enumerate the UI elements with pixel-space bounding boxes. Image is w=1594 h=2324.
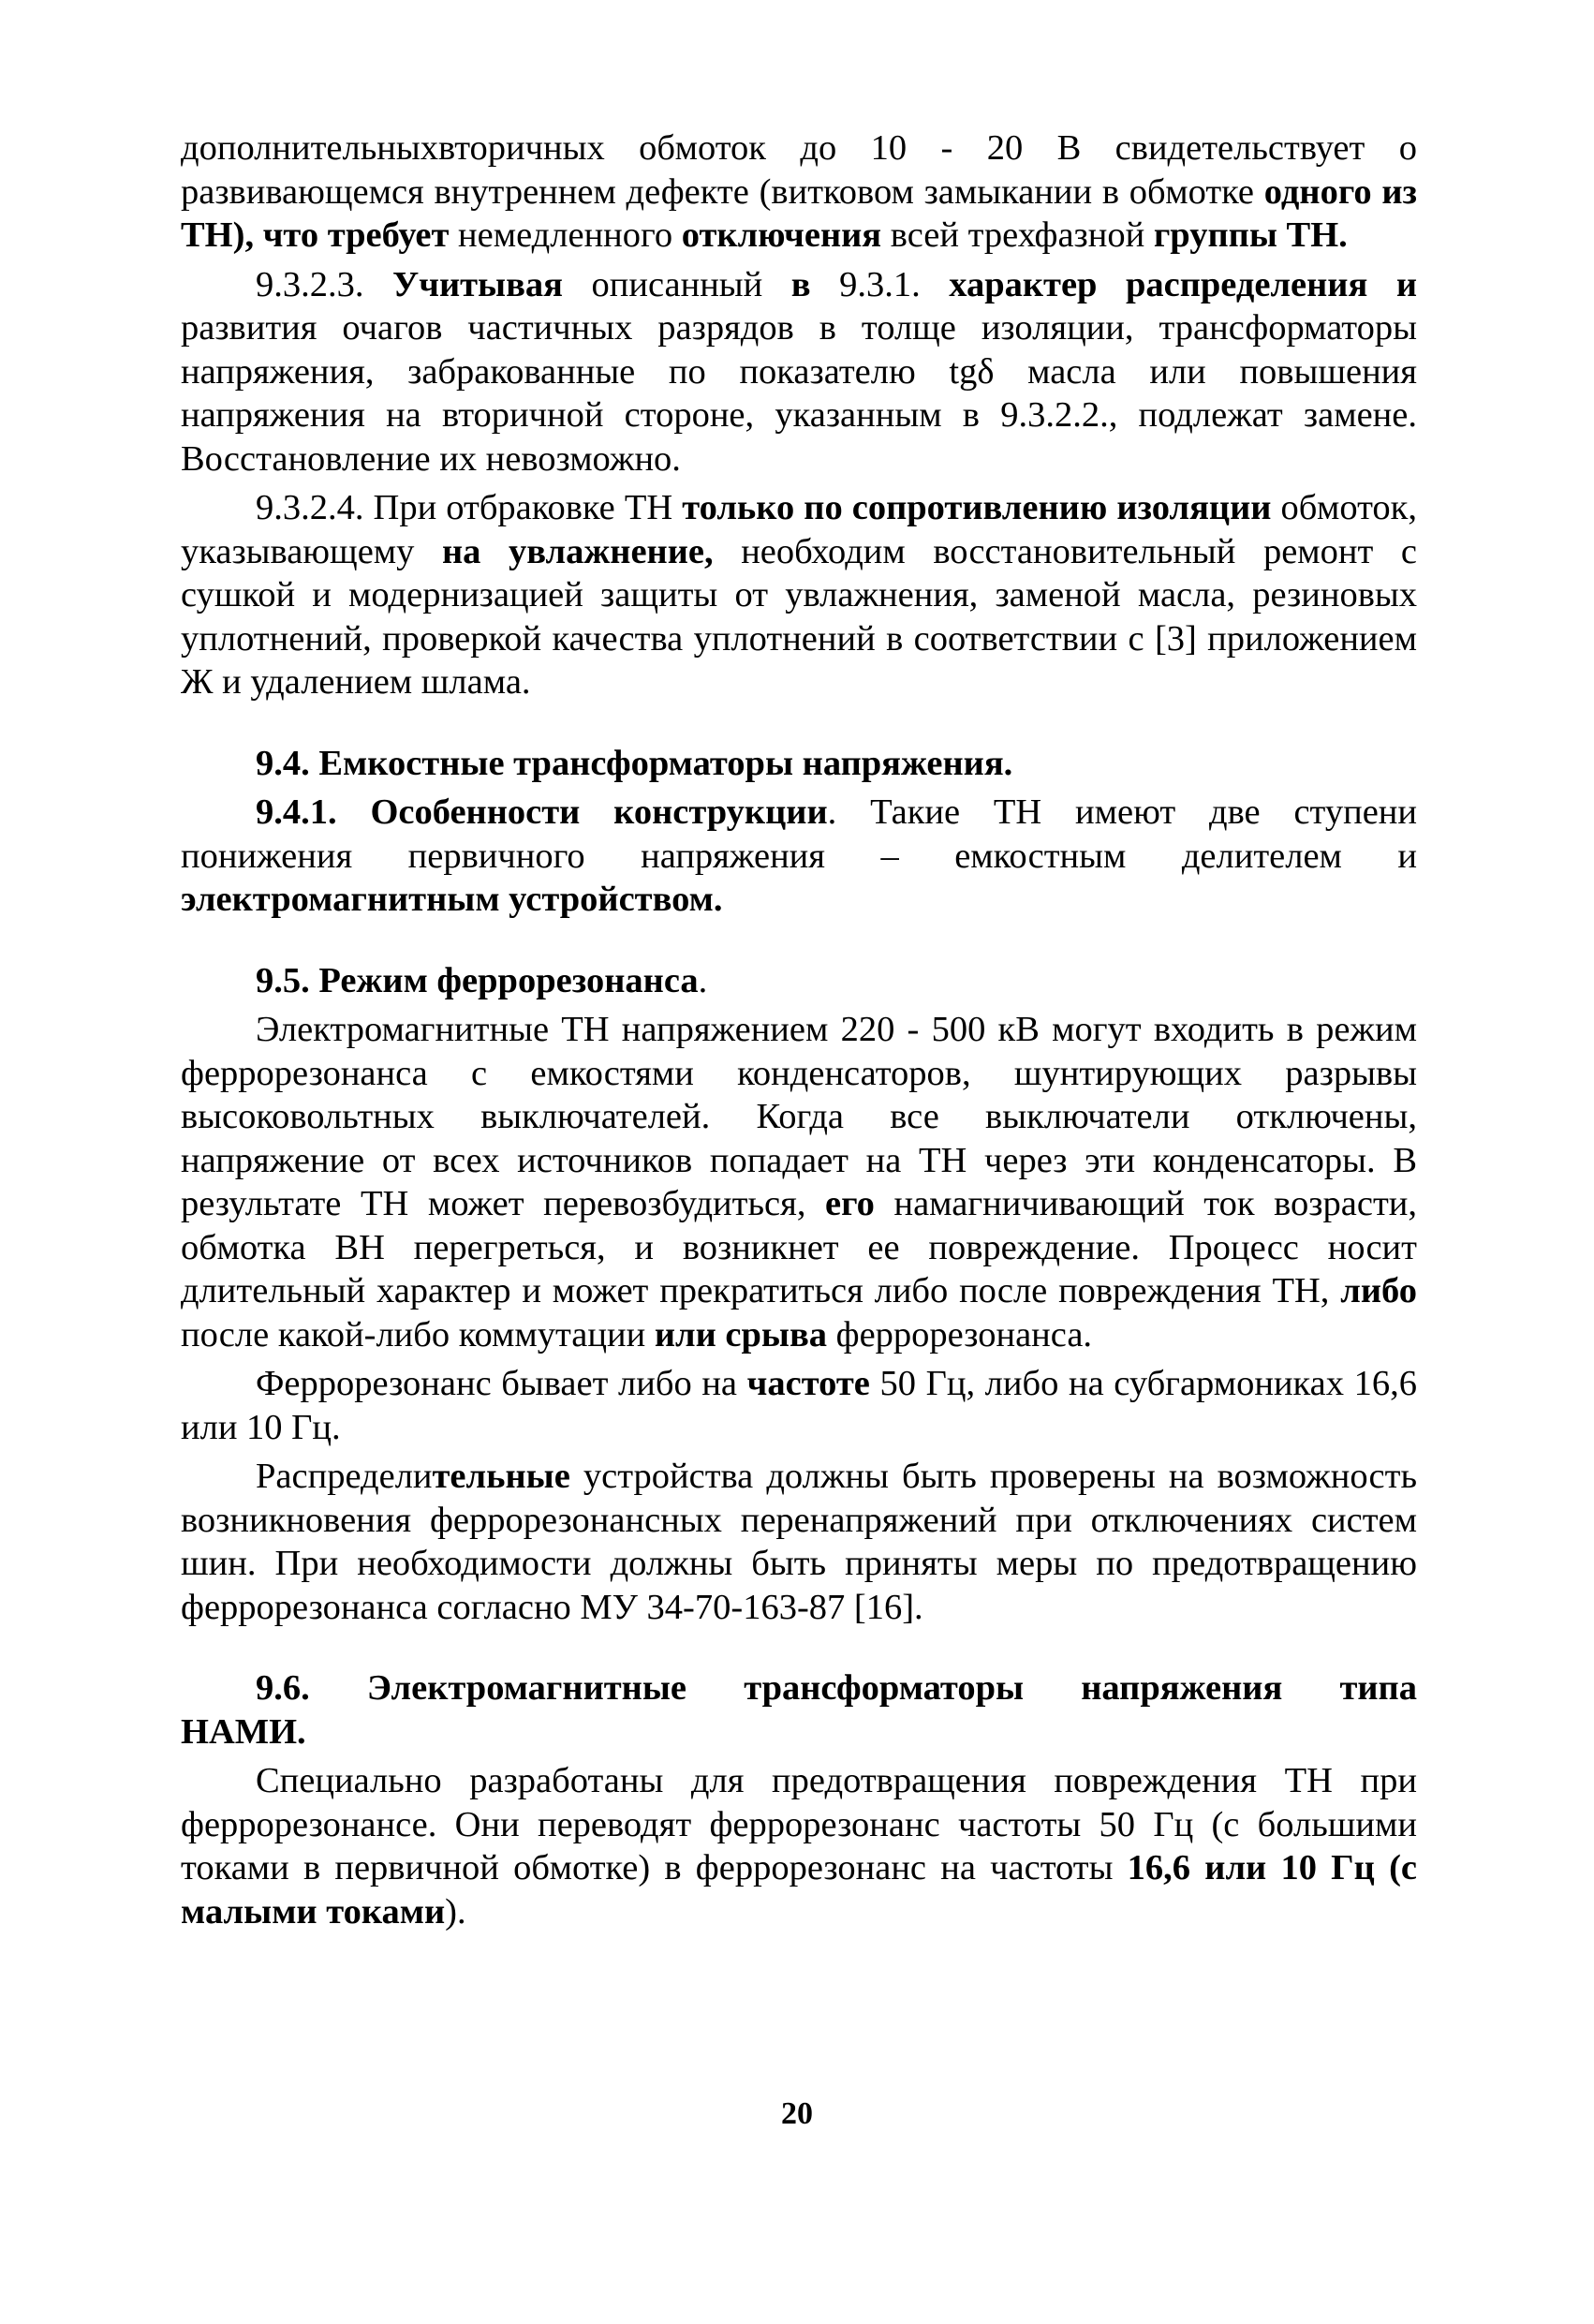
paragraph-switchgear-check: Распределительные устройства должны быть проверены на возможность возникновения феррорезонансных перенапряжений при отключениях систем шин. При необходимости должны быть приняты меры по предотвращению феррорезонанса согласно МУ 34-70-163-87 [16]. [181, 1457, 1417, 1627]
document-page [181, 126, 1417, 1933]
heading-9-6-line1: 9.6. Электромагнитные трансформаторы напряжения типа [256, 1668, 1417, 1708]
paragraph-ferroresonance-frequency: Феррорезонанс бывает либо на частоте 50 Гц, либо на субгармониках 16,6 или 10 Гц. [181, 1364, 1418, 1447]
heading-9-5: 9.5. Режим феррорезонанса. [256, 960, 708, 1000]
paragraph-nami-description: Специально разработаны для предотвращения повреждения ТН при феррорезонансе. Они переводят феррорезонанс частоты 50 Гц (с большими токами в первичной обмотке) в феррорезонанс на частоты 16,6 или 10 Гц (с малыми токами). [181, 1761, 1417, 1932]
paragraph-continuation: дополнительныхвторичных обмоток до 10 - 20 В свидетельствует о развивающемся внутреннем дефекте (витковом замыкании в обмотке одного из ТН), что требует немедленного отключения всей трехфазной группы ТН. [181, 128, 1417, 255]
heading-9-4: 9.4. Емкостные трансформаторы напряжения. [256, 743, 1013, 783]
paragraph-ferroresonance-description: Электромагнитные ТН напряжением 220 - 500 кВ могут входить в режим феррорезонанса с емкостями конденсаторов, шунтирующих разрывы высоковольтных выключателей. Когда все выключатели отключены, напряжение от всех источников попадает на ТН через эти конденсаторы. В результате ТН может перевозбудиться, его намагничивающий ток возрасти, обмотка ВН перегреться, и возникнет ее повреждение. Процесс носит длительный характер и может прекратиться либо после повреждения ТН, либо после какой-либо коммутации или срыва феррорезонанса. [181, 1010, 1417, 1354]
heading-9-6 [181, 1666, 1417, 1754]
page-number: 20 [781, 2096, 813, 2131]
paragraph-9-3-2-3: 9.3.2.3. Учитывая описанный в 9.3.1. характер распределения и развития очагов частичных разрядов в толще изоляции, трансформаторы напряжения, забракованные по показателю tgδ масла или повышения напряжения на вторичной стороне, указанным в 9.3.2.2., подлежат замене. Восстановление их невозможно. [181, 264, 1418, 479]
paragraph-9-3-2-4: 9.3.2.4. При отбраковке ТН только по сопротивлению изоляции обмоток, указывающему на увлажнение, необходим восстановительный ремонт с сушкой и модернизацией защиты от увлажнения, заменой масла, резиновых уплотнений, проверкой качества уплотнений в соответствии с [3] приложением Ж и удалением шлама. [181, 488, 1418, 702]
heading-9-6-line2: НАМИ. [181, 1711, 306, 1752]
paragraph-9-4-1: 9.4.1. Особенности конструкции. Такие ТН имеют две ступени понижения первичного напряжения – емкостным делителем и электромагнитным устройством. [181, 792, 1417, 919]
